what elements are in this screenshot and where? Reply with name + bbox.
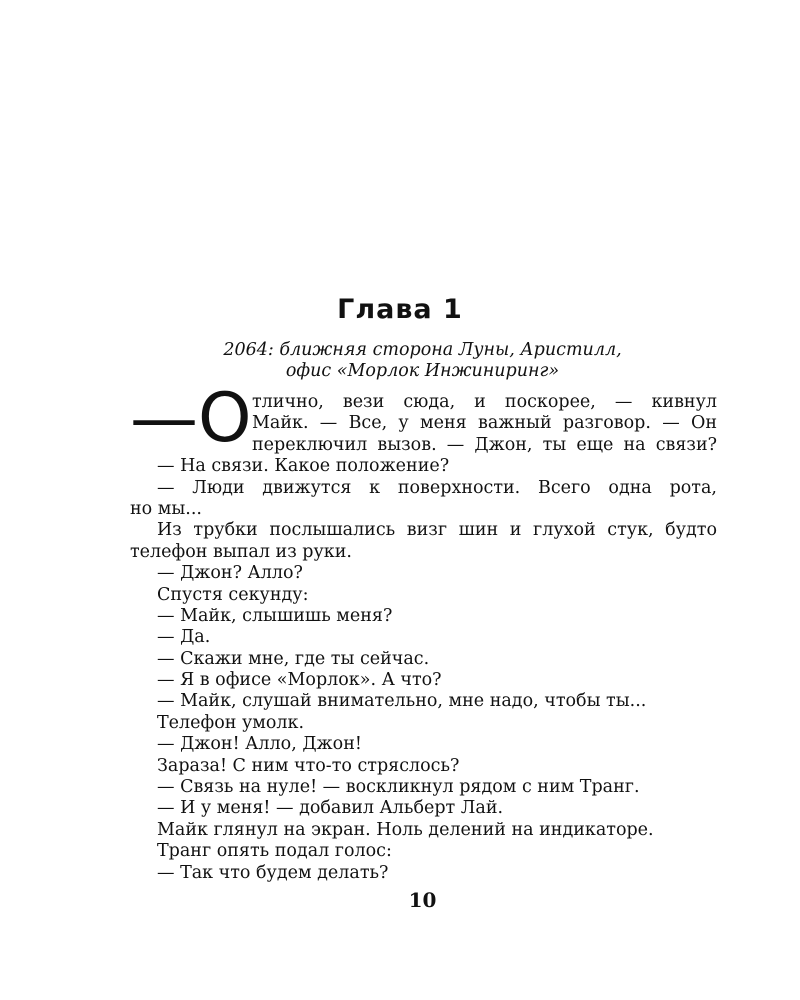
- text-line: — Да.: [157, 627, 211, 648]
- text-line: — Майк, слушай внимательно, мне надо, чтобы ты...: [157, 691, 647, 712]
- text-line: переключил вызов. — Джон, ты еще на связи?: [252, 434, 717, 455]
- text-line: Из трубки послышались визг шин и глухой стук, будто: [157, 520, 717, 541]
- text-line: Транг опять подал голос:: [157, 841, 392, 862]
- text-line: Телефон умолк.: [157, 712, 305, 733]
- text-line: — Люди движутся к поверхности. Всего одна рота,: [157, 477, 717, 498]
- text-line: — И у меня! — добавил Альберт Лай.: [157, 798, 504, 819]
- text-line: Зараза! С ним что-то стряслось?: [157, 755, 460, 776]
- text-line: Спустя секунду:: [157, 584, 309, 605]
- page-number: 10: [408, 888, 437, 912]
- chapter-epigraph: [0, 340, 800, 382]
- text-line: — Джон? Алло?: [157, 563, 303, 584]
- epigraph-line: 2064: ближняя сторона Луны, Аристилл,: [223, 340, 622, 360]
- text-line: — На связи. Какое положение?: [157, 456, 450, 477]
- text-line: — Джон! Алло, Джон!: [157, 734, 362, 755]
- text-line: — Я в офисе «Морлок». А что?: [157, 670, 442, 691]
- text-line: телефон выпал из руки.: [130, 541, 352, 562]
- text-line: тлично, вези сюда, и поскорее, — кивнул: [252, 392, 717, 412]
- epigraph-line: офис «Морлок Инжиниринг»: [285, 361, 560, 381]
- text-line: — Так что будем делать?: [157, 862, 389, 883]
- chapter-title: Глава 1: [337, 294, 463, 325]
- text-line: — Скажи мне, где ты сейчас.: [157, 648, 430, 669]
- body-text: [130, 392, 717, 884]
- text-line: — Майк, слышишь меня?: [157, 605, 393, 626]
- text-line: — Связь на нуле! — воскликнул рядом с ним Транг.: [157, 777, 640, 798]
- text-line: Майк глянул на экран. Ноль делений на индикаторе.: [157, 819, 654, 840]
- drop-cap: —О: [130, 379, 252, 458]
- text-line: Майк. — Все, у меня важный разговор. — Он: [252, 413, 717, 434]
- text-line: но мы...: [130, 498, 202, 519]
